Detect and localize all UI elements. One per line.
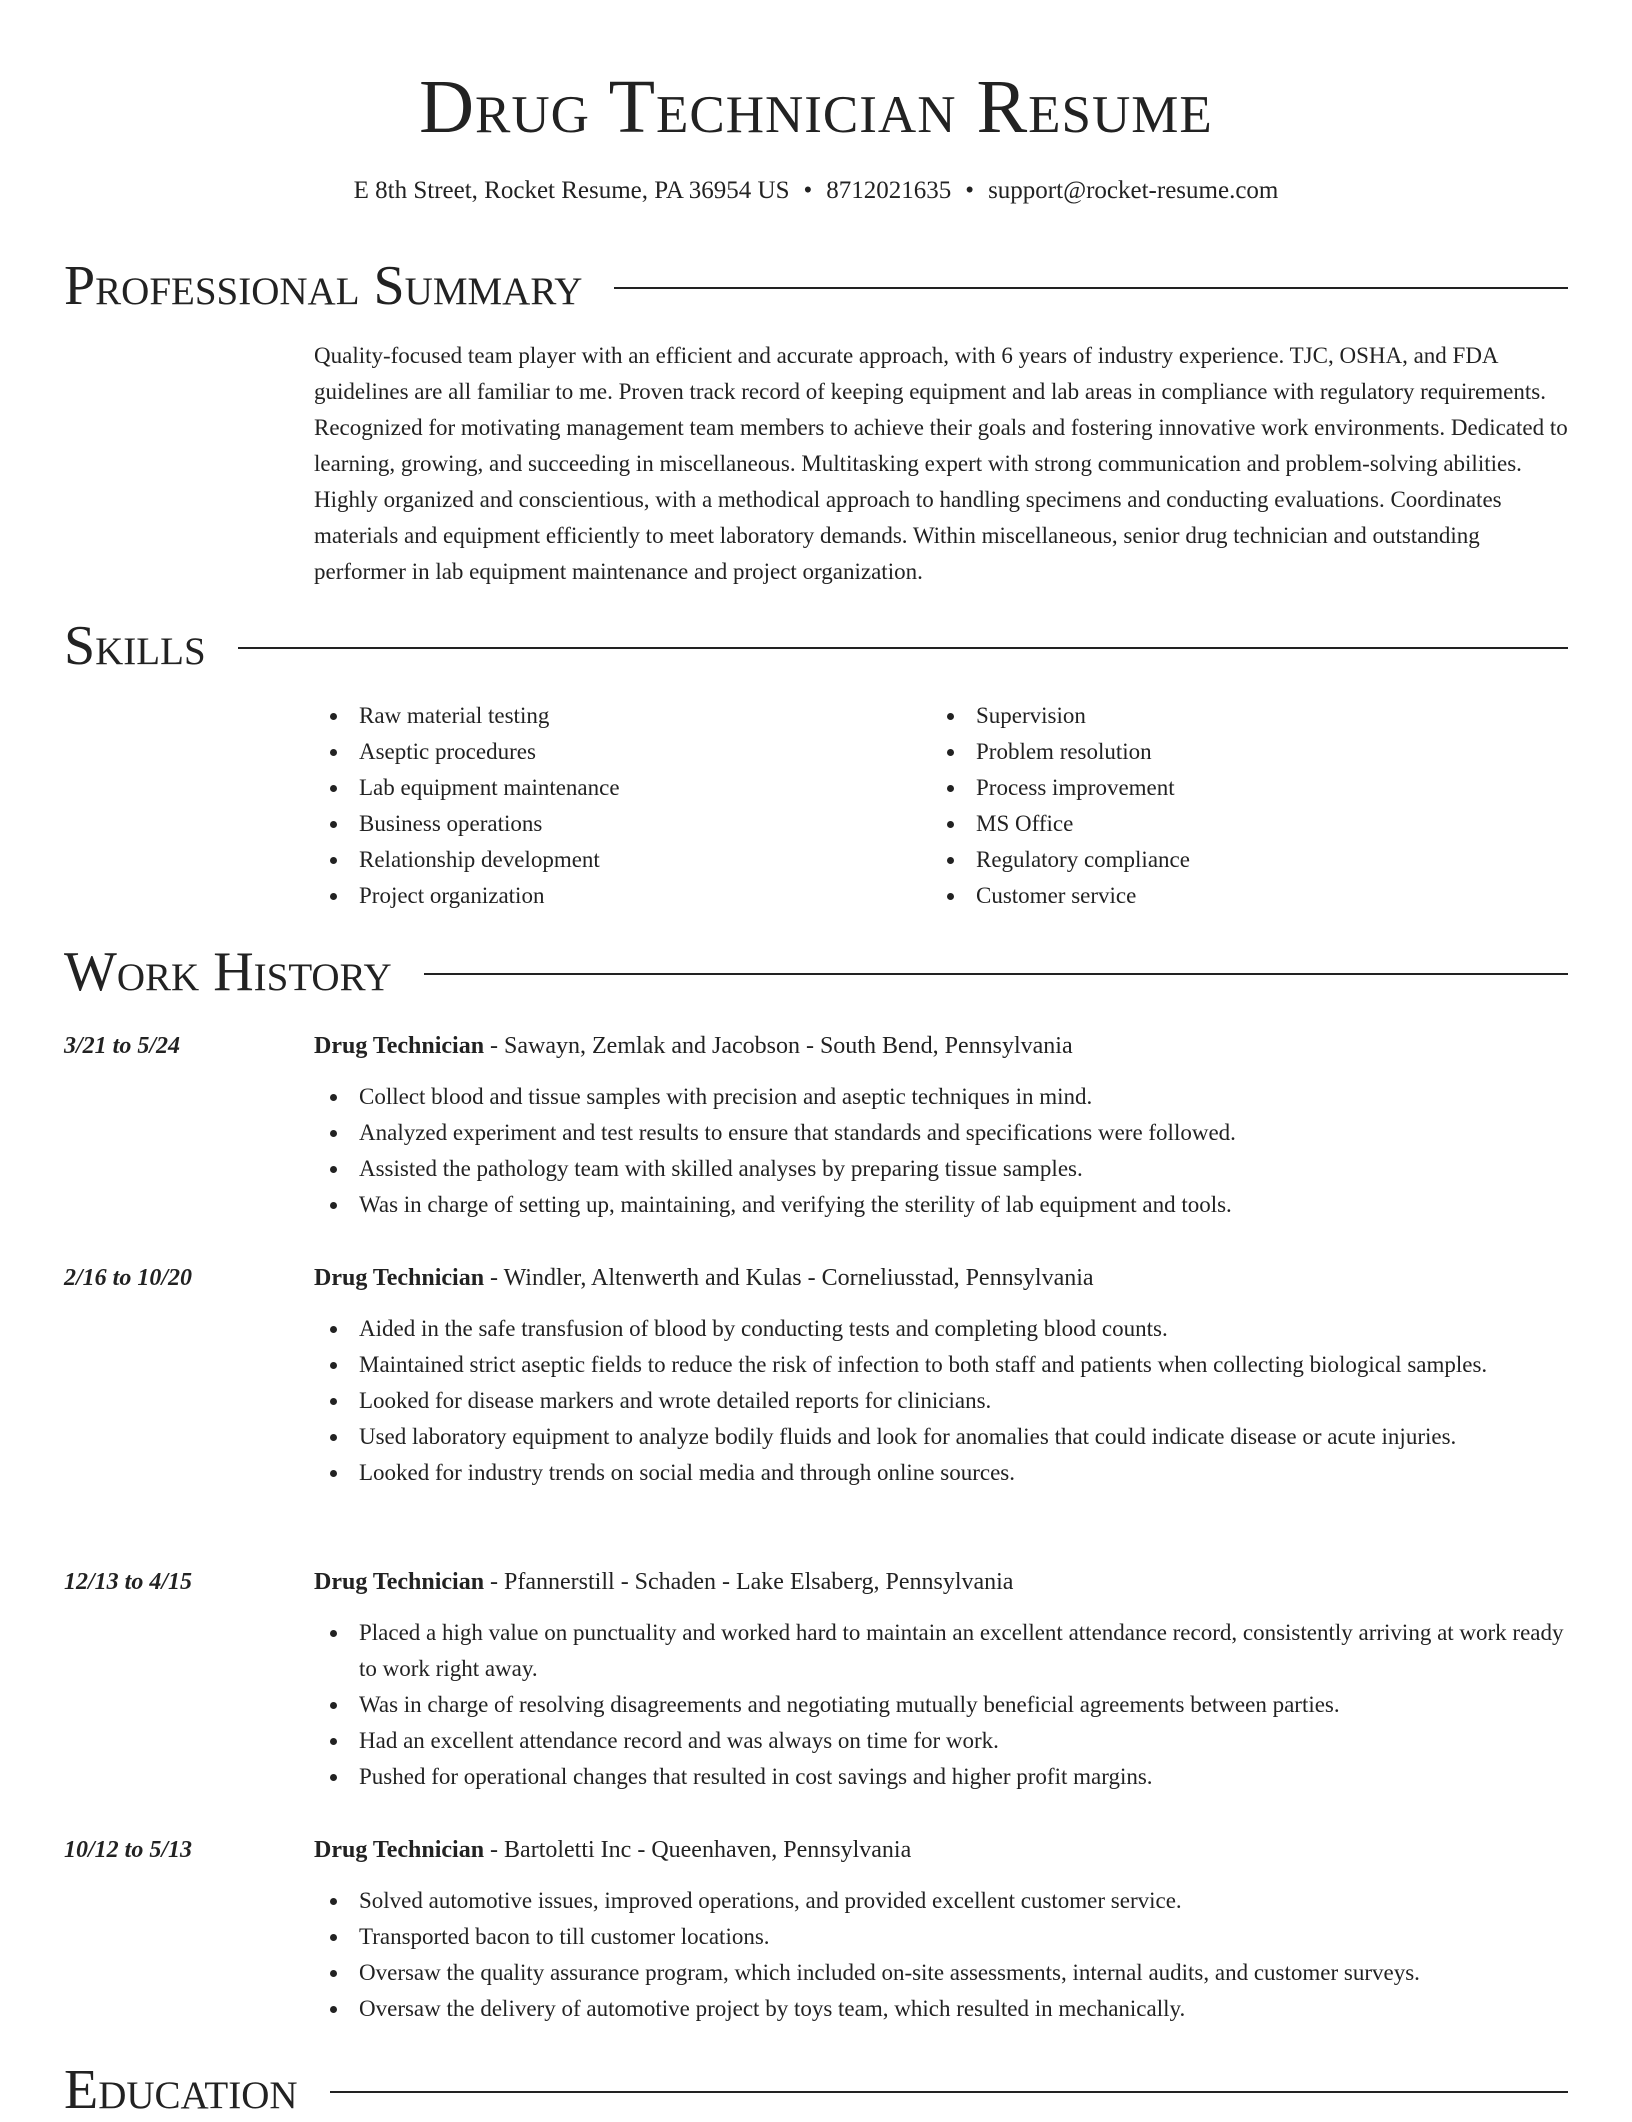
job-duties	[314, 1311, 1568, 1491]
job-duties	[314, 1883, 1568, 2027]
skill-item: Project organization	[314, 878, 931, 914]
skills-column-right	[931, 698, 1548, 914]
job-employer: - Sawayn, Zemlak and Jacobson - South Bend, Pennsylvania	[484, 1033, 1073, 1059]
section-heading-skills	[64, 614, 1568, 678]
job-employer: - Windler, Altenwerth and Kulas - Corneliusstad, Pennsylvania	[484, 1265, 1094, 1291]
section-title: Professional Summary	[64, 255, 583, 317]
section-heading-work-history	[64, 940, 1568, 1004]
section-divider	[238, 647, 1568, 649]
job-title: Drug Technician	[314, 1265, 485, 1291]
page-title: Drug Technician Resume	[419, 65, 1213, 149]
job-header	[314, 1565, 1568, 1599]
summary-paragraph: Quality-focused team player with an efficient and accurate approach, with 6 years of industry experience. TJC, OSHA, and FDA guidelines are all familiar to me. Proven track record of keeping equipment and lab areas in compliance with regulatory requirements. Recognized for motivating management team members to achieve their goals and fostering innovative work environments. Dedicated to learning, growing, and succeeding in miscellaneous. Multitasking expert with strong communication and problem-solving abilities. Highly organized and conscientious, with a methodical approach to handling specimens and conducting evaluations. Coordinates materials and equipment efficiently to meet laboratory demands. Within miscellaneous, senior drug technician and outstanding performer in lab equipment maintenance and project organization.	[314, 343, 1568, 584]
duty-item: Aided in the safe transfusion of blood by conducting tests and completing blood counts.	[314, 1311, 1568, 1347]
job-title: Drug Technician	[314, 1837, 485, 1863]
duty-item: Assisted the pathology team with skilled analyses by preparing tissue samples.	[314, 1151, 1568, 1187]
contact-line	[0, 174, 1632, 208]
duty-item: Looked for industry trends on social media and through online sources.	[314, 1455, 1568, 1491]
job-title: Drug Technician	[314, 1569, 485, 1595]
section-title: Skills	[64, 615, 206, 677]
phone-text: 8712021635	[826, 177, 952, 204]
job-title: Drug Technician	[314, 1033, 485, 1059]
duty-item: Maintained strict aseptic fields to reduce the risk of infection to both staff and patients when collecting biological samples.	[314, 1347, 1568, 1383]
duty-item: Oversaw the delivery of automotive project by toys team, which resulted in mechanically.	[314, 1991, 1568, 2027]
job-employer: - Bartoletti Inc - Queenhaven, Pennsylvania	[484, 1837, 912, 1863]
address-text: E 8th Street, Rocket Resume, PA 36954 US	[353, 177, 790, 204]
job-employer: - Pfannerstill - Schaden - Lake Elsaberg, Pennsylvania	[484, 1569, 1014, 1595]
duty-item: Oversaw the quality assurance program, which included on-site assessments, internal audits, and customer surveys.	[314, 1955, 1568, 1991]
duty-item: Collect blood and tissue samples with precision and aseptic techniques in mind.	[314, 1079, 1568, 1115]
skill-item: Relationship development	[314, 842, 931, 878]
skills-column-left	[314, 698, 931, 914]
email-text: support@rocket-resume.com	[988, 177, 1279, 204]
job-header	[314, 1261, 1568, 1295]
section-heading-summary	[64, 254, 1568, 318]
duty-item: Analyzed experiment and test results to ensure that standards and specifications were followed.	[314, 1115, 1568, 1151]
duty-item: Transported bacon to till customer locations.	[314, 1919, 1568, 1955]
skill-item: Customer service	[931, 878, 1548, 914]
duty-item: Solved automotive issues, improved operations, and provided excellent customer service.	[314, 1883, 1568, 1919]
job-duties	[314, 1079, 1568, 1223]
skill-item: Raw material testing	[314, 698, 931, 734]
separator-dot: •	[965, 177, 975, 204]
section-divider	[330, 2091, 1568, 2093]
skill-item: Process improvement	[931, 770, 1548, 806]
job-header	[314, 1833, 1568, 1867]
skill-item: Business operations	[314, 806, 931, 842]
duty-item: Had an excellent attendance record and was always on time for work.	[314, 1723, 1568, 1759]
job-dates: 3/21 to 5/24	[64, 1033, 181, 1059]
skill-item: MS Office	[931, 806, 1548, 842]
duty-item: Was in charge of setting up, maintaining, and verifying the sterility of lab equipment and tools.	[314, 1187, 1568, 1223]
job-dates: 12/13 to 4/15	[64, 1569, 193, 1595]
section-heading-education	[64, 2058, 1568, 2122]
duty-item: Used laboratory equipment to analyze bodily fluids and look for anomalies that could indicate disease or acute injuries.	[314, 1419, 1568, 1455]
section-title: Work History	[64, 941, 392, 1003]
section-divider	[614, 287, 1568, 289]
duty-item: Looked for disease markers and wrote detailed reports for clinicians.	[314, 1383, 1568, 1419]
skill-item: Lab equipment maintenance	[314, 770, 931, 806]
skills-grid	[314, 698, 1568, 914]
skill-item: Aseptic procedures	[314, 734, 931, 770]
section-divider	[424, 973, 1568, 975]
duty-item: Was in charge of resolving disagreements and negotiating mutually beneficial agreements between parties.	[314, 1687, 1568, 1723]
job-dates: 10/12 to 5/13	[64, 1837, 193, 1863]
duty-item: Pushed for operational changes that resulted in cost savings and higher profit margins.	[314, 1759, 1568, 1795]
skill-item: Problem resolution	[931, 734, 1548, 770]
job-duties	[314, 1615, 1568, 1795]
section-title: Education	[64, 2059, 298, 2121]
skill-item: Regulatory compliance	[931, 842, 1548, 878]
job-header	[314, 1029, 1568, 1063]
job-dates: 2/16 to 10/20	[64, 1265, 193, 1291]
duty-item: Placed a high value on punctuality and worked hard to maintain an excellent attendance record, consistently arriving at work ready to work right away.	[314, 1615, 1568, 1687]
separator-dot: •	[803, 177, 813, 204]
skill-item: Supervision	[931, 698, 1548, 734]
